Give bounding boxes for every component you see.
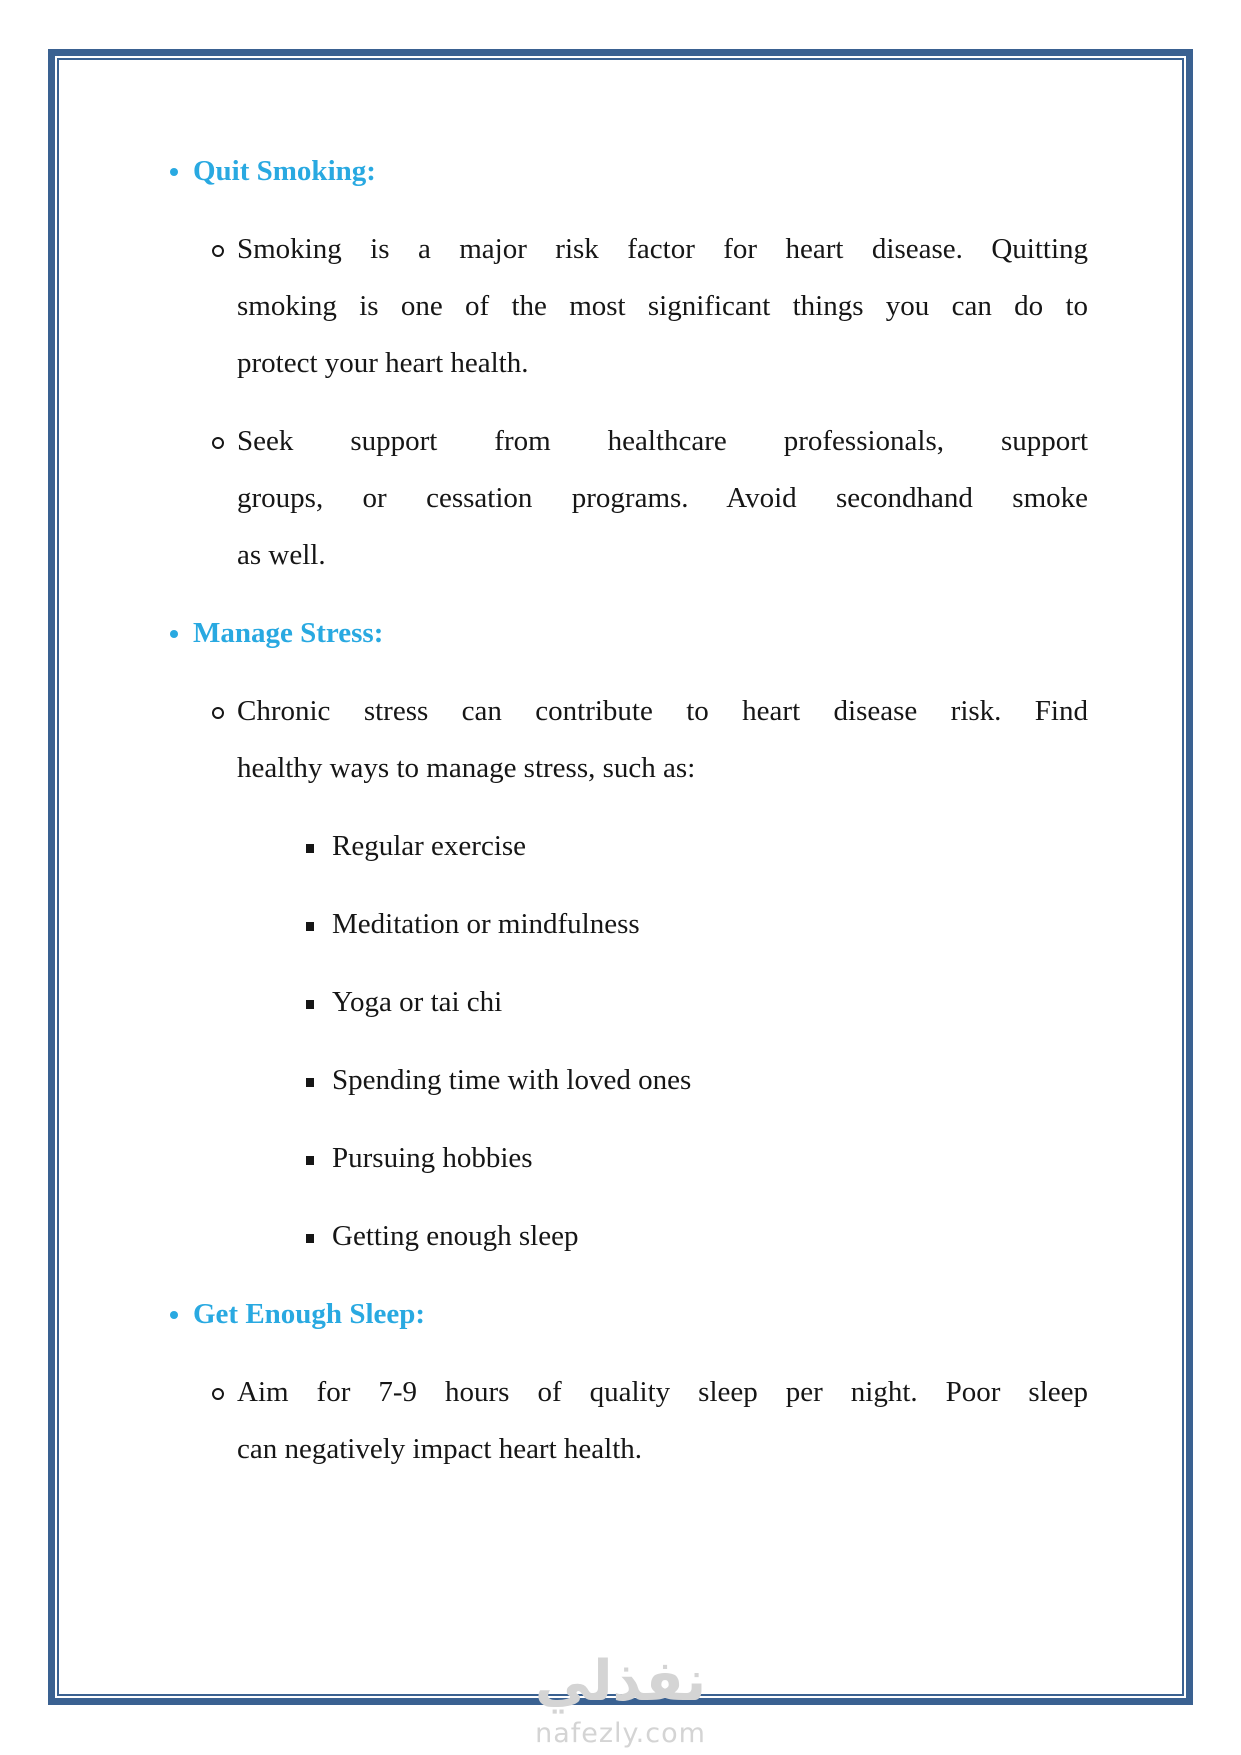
paragraph-line: Chronic stress can contribute to heart disease risk. Find	[237, 695, 1088, 727]
sub-list-item	[0, 1208, 1241, 1265]
sub-list-item-label: Regular exercise	[332, 830, 527, 862]
sub-list-item-label: Yoga or tai chi	[332, 986, 503, 1018]
circle-bullet-icon	[212, 707, 224, 719]
paragraph-line: smoking is one of the most significant things you can do to	[237, 290, 1088, 322]
section-heading-row	[0, 1286, 1241, 1343]
square-bullet-icon	[306, 1234, 314, 1243]
paragraph-line: Seek support from healthcare professionals, support	[237, 425, 1088, 457]
paragraph-line: Aim for 7-9 hours of quality sleep per night. Poor sleep	[237, 1376, 1088, 1408]
paragraph-line: Smoking is a major risk factor for heart disease. Quitting	[237, 233, 1088, 265]
watermark-logo: نفذلي	[534, 1649, 707, 1714]
sub-list-item	[0, 818, 1241, 875]
sub-list-item	[0, 974, 1241, 1031]
section-heading: Manage Stress:	[193, 617, 384, 649]
sub-list-item	[0, 896, 1241, 953]
square-bullet-icon	[306, 1000, 314, 1009]
circle-bullet-icon	[212, 437, 224, 449]
section-heading-row	[0, 605, 1241, 662]
list-item-paragraph	[0, 221, 1088, 392]
bullet-dot-icon	[170, 168, 178, 176]
bullet-dot-icon	[170, 1311, 178, 1319]
circle-bullet-icon	[212, 1388, 224, 1400]
paragraph-line: groups, or cessation programs. Avoid secondhand smoke	[237, 482, 1088, 514]
circle-bullet-icon	[212, 245, 224, 257]
list-item-paragraph	[0, 683, 1088, 797]
paragraph-line: as well.	[237, 539, 326, 571]
list-item-paragraph	[0, 413, 1088, 584]
sub-list-item	[0, 1052, 1241, 1109]
list-item-paragraph	[0, 1364, 1088, 1478]
document-content	[0, 143, 1241, 1499]
section-heading-row	[0, 143, 1241, 200]
sub-list-item	[0, 1130, 1241, 1187]
paragraph-line: can negatively impact heart health.	[237, 1433, 643, 1465]
sub-list-item-label: Meditation or mindfulness	[332, 908, 640, 940]
paragraph-line: protect your heart health.	[237, 347, 529, 379]
section-heading: Get Enough Sleep:	[193, 1298, 426, 1330]
watermark-site-text: nafezly.com	[535, 1718, 706, 1749]
sub-list-item-label: Spending time with loved ones	[332, 1064, 692, 1096]
square-bullet-icon	[306, 1078, 314, 1087]
sub-list-item-label: Getting enough sleep	[332, 1220, 579, 1252]
square-bullet-icon	[306, 1156, 314, 1165]
paragraph-line: healthy ways to manage stress, such as:	[237, 752, 696, 784]
sub-list-item-label: Pursuing hobbies	[332, 1142, 533, 1174]
square-bullet-icon	[306, 844, 314, 853]
bullet-dot-icon	[170, 630, 178, 638]
section-heading: Quit Smoking:	[193, 155, 376, 187]
square-bullet-icon	[306, 922, 314, 931]
